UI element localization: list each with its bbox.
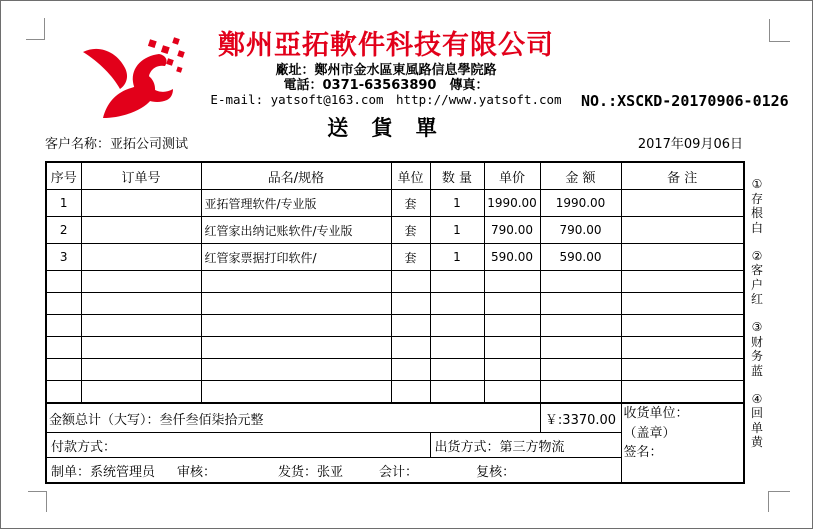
customer-name: 客户名称：亚拓公司测试 xyxy=(45,137,189,152)
table-row xyxy=(46,217,744,244)
cell-unit: 套 xyxy=(391,190,430,217)
cell-order-no xyxy=(81,217,201,244)
cell-remark xyxy=(621,244,744,271)
company-address: 廠址：鄭州市金水區東風路信息學院路 xyxy=(275,63,497,78)
crop-mark-bottom-right-icon xyxy=(768,491,790,512)
letterhead xyxy=(151,31,621,142)
cell-order-no xyxy=(81,244,201,271)
crop-mark-bottom-left-icon xyxy=(28,491,47,512)
accountant-label: 会计： xyxy=(379,464,419,480)
cell-product: 红管家票据打印软件/ xyxy=(201,244,391,271)
auditor-label: 审核： xyxy=(177,464,217,480)
company-email-web: E-mail: yatsoft@163.com http://www.yatsoft.com xyxy=(210,92,562,107)
cell-order-no xyxy=(81,190,201,217)
cell-seq: 2 xyxy=(46,217,81,244)
cell-price: 590.00 xyxy=(484,244,540,271)
cell-seq: 1 xyxy=(46,190,81,217)
copy-color-legend xyxy=(749,177,765,450)
copy-stub-white: ①存根白 xyxy=(750,177,763,235)
document-title: 送 貨 單 xyxy=(327,116,445,140)
cell-price: 1990.00 xyxy=(484,190,540,217)
receiver-cell xyxy=(621,403,744,483)
empty-row xyxy=(46,315,744,337)
total-row xyxy=(46,403,744,433)
empty-row xyxy=(46,337,744,359)
receiver-sign-label: 签名： xyxy=(623,445,663,460)
col-amount: 金 额 xyxy=(540,162,621,190)
cell-qty: 1 xyxy=(430,244,484,271)
copy-customer-red: ②客户红 xyxy=(750,248,763,307)
copy-finance-blue: ③财务蓝 xyxy=(750,320,763,378)
receiver-stamp-label: （盖章） xyxy=(623,425,676,441)
cell-price: 790.00 xyxy=(484,217,540,244)
receiver-unit-label: 收货单位： xyxy=(623,406,689,421)
col-unit: 单位 xyxy=(391,162,430,190)
cell-amount: 790.00 xyxy=(540,217,621,244)
total-in-words: 金额总计（大写）：叁仟叁佰柒拾元整 xyxy=(46,403,540,433)
empty-row xyxy=(46,271,744,293)
reviewer-label: 复核： xyxy=(476,464,516,480)
table-row xyxy=(46,190,744,217)
cell-amount: 590.00 xyxy=(540,244,621,271)
empty-row xyxy=(46,381,744,404)
col-qty: 数 量 xyxy=(430,162,484,190)
company-phone-fax: 電話：0371-63563890 傳真： xyxy=(283,78,489,93)
empty-row xyxy=(46,359,744,381)
cell-qty: 1 xyxy=(430,217,484,244)
crop-mark-top-left-icon xyxy=(26,18,45,40)
cell-remark xyxy=(621,190,744,217)
col-remark: 备 注 xyxy=(621,162,744,190)
cell-product: 亚拓管理软件/专业版 xyxy=(201,190,391,217)
maker-label: 制单：系统管理员 xyxy=(51,464,156,480)
cell-unit: 套 xyxy=(391,217,430,244)
cell-remark xyxy=(621,217,744,244)
document-date: 2017年09月06日 xyxy=(637,137,743,152)
cell-seq: 3 xyxy=(46,244,81,271)
cell-amount: 1990.00 xyxy=(540,190,621,217)
cell-unit: 套 xyxy=(391,244,430,271)
col-order-no: 订单号 xyxy=(81,162,201,190)
company-name: 鄭州亞拓軟件科技有限公司 xyxy=(218,30,554,61)
total-amount: ￥:3370.00 xyxy=(540,403,621,433)
maker-cell xyxy=(46,458,621,484)
copy-receipt-yellow: ④回单黄 xyxy=(750,391,763,450)
shipping-method: 出货方式：第三方物流 xyxy=(430,433,621,458)
empty-row xyxy=(46,293,744,315)
crop-mark-top-right-icon xyxy=(769,19,790,42)
col-product: 品名/规格 xyxy=(201,162,391,190)
document-number: NO.:XSCKD-20170906-0126 xyxy=(581,92,789,110)
col-price: 单价 xyxy=(484,162,540,190)
table-row xyxy=(46,244,744,271)
col-seq: 序号 xyxy=(46,162,81,190)
payment-method: 付款方式： xyxy=(46,433,430,458)
shipper-label: 发货：张亚 xyxy=(278,464,344,480)
cell-qty: 1 xyxy=(430,190,484,217)
table-header-row xyxy=(46,162,744,190)
items-table xyxy=(45,161,745,484)
customer-row xyxy=(45,133,743,152)
cell-product: 红管家出纳记账软件/专业版 xyxy=(201,217,391,244)
